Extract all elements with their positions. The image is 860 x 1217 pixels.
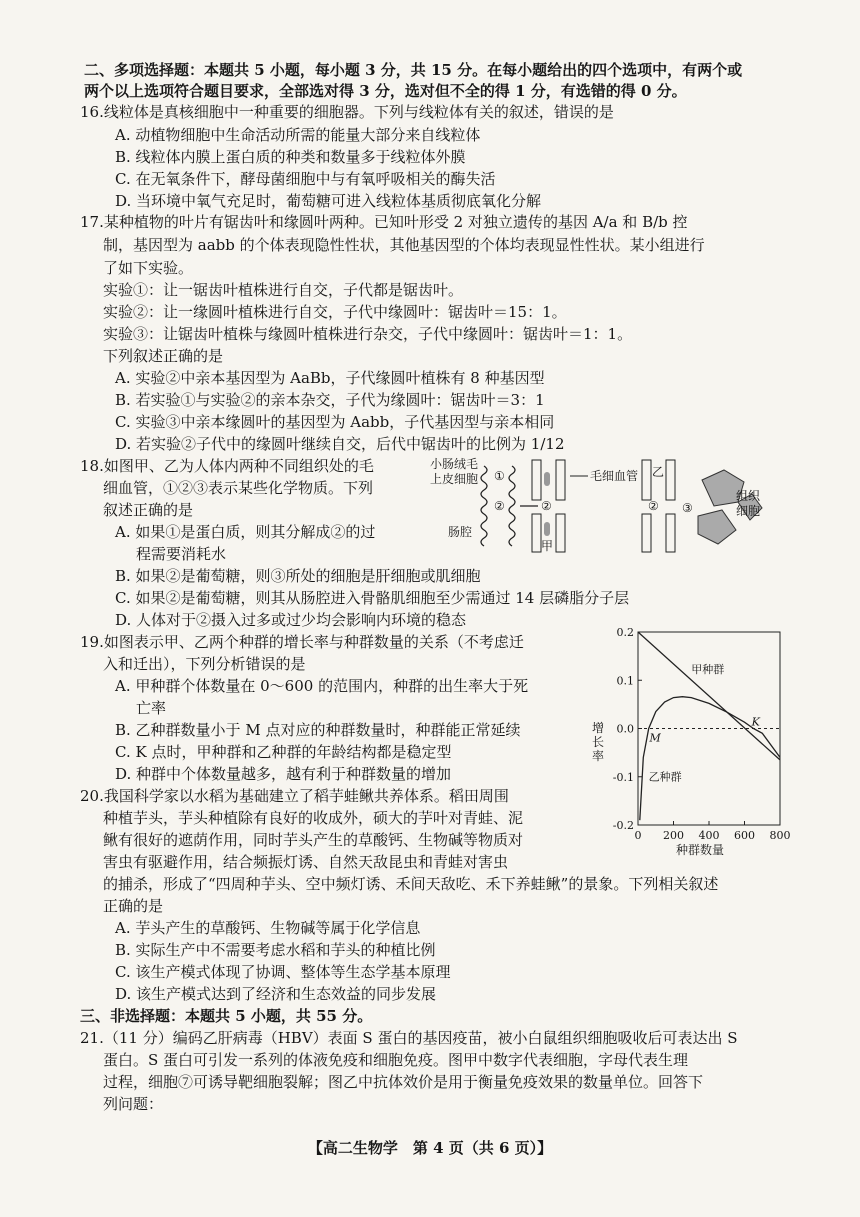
y-tick-label: 0.1 bbox=[616, 674, 634, 688]
q19-option-b: B. 乙种群数量小于 M 点对应的种群数量时，种群能正常延续 bbox=[115, 721, 521, 739]
y-tick-label: 0.2 bbox=[616, 626, 634, 639]
q17-stem-line3: 了如下实验。 bbox=[103, 259, 194, 277]
marker-2a: ② bbox=[494, 499, 505, 513]
section2-heading-line2: 两个以上选项符合题目要求，全部选对得 3 分，选对但不全的得 1 分，有选错的得 0 分。 bbox=[84, 82, 687, 100]
q20-stem-line6: 正确的是 bbox=[103, 897, 164, 915]
marker-3: ③ bbox=[682, 501, 693, 515]
capillary-jia-wall-4 bbox=[556, 514, 565, 552]
label-capillary: 毛细血管 bbox=[590, 469, 639, 483]
q18-option-b: B. 如果②是葡萄糖，则③所处的细胞是肝细胞或肌细胞 bbox=[115, 567, 481, 585]
q21-stem-line4: 列问题： bbox=[103, 1095, 164, 1113]
q20-stem-line5: 的捕杀，形成了“四周种芋头、空中频灯诱、禾间天敌吃、禾下养蛙鳅”的景象。下列相关叙述 bbox=[103, 875, 719, 893]
q16-option-a: A. 动植物细胞中生命活动所需的能量大部分来自线粒体 bbox=[115, 126, 481, 144]
q21-stem-line2: 蛋白。S 蛋白可引发一系列的体液免疫和细胞免疫。图甲中数字代表细胞，字母代表生理 bbox=[103, 1051, 689, 1069]
capillary-yi-wall-2 bbox=[666, 460, 675, 500]
label-tissue-1: 组织 bbox=[736, 489, 761, 503]
q19-stem-line2: 入和迁出），下列分析错误的是 bbox=[103, 655, 306, 673]
annotation-k: K bbox=[751, 715, 760, 729]
label-yi: 乙 bbox=[652, 465, 665, 479]
q20-stem-line1: 20.我国科学家以水稻为基础建立了稻芋蛙鳅共养体系。稻田周围 bbox=[80, 787, 509, 805]
x-tick-label: 200 bbox=[663, 829, 684, 842]
page-footer: 【高二生物学 第 4 页（共 6 页）】 bbox=[307, 1139, 553, 1157]
x-tick-label: 800 bbox=[769, 829, 791, 842]
q17-experiment1: 实验①：让一锯齿叶植株进行自交，子代都是锯齿叶。 bbox=[103, 281, 464, 299]
red-cell-2 bbox=[544, 522, 550, 536]
capillary-jia-wall-2 bbox=[556, 460, 565, 500]
q18-option-c: C. 如果②是葡萄糖，则其从肠腔进入骨骼肌细胞至少需通过 14 层磷脂分子层 bbox=[115, 589, 630, 607]
marker-2c: ② bbox=[648, 499, 659, 513]
section3-heading: 三、非选择题：本题共 5 小题，共 55 分。 bbox=[80, 1007, 373, 1025]
q17-experiment2: 实验②：让一缘圆叶植株进行自交，子代中缘圆叶：锯齿叶＝15：1。 bbox=[103, 303, 567, 321]
capillary-yi-wall-4 bbox=[666, 514, 675, 552]
q18-option-a-line2: 程需要消耗水 bbox=[136, 545, 227, 563]
q18-stem-line2: 细血管，①②③表示某些化学物质。下列 bbox=[103, 479, 374, 497]
q17-stem-line1: 17.某种植物的叶片有锯齿叶和缘圆叶两种。已知叶形受 2 对独立遗传的基因 A/a 和 B/b 控 bbox=[80, 213, 688, 231]
q20-stem-line4: 害虫有驱避作用，结合频振灯诱、自然天敌昆虫和青蛙对害虫 bbox=[103, 853, 509, 871]
x-tick-label: 600 bbox=[734, 829, 755, 842]
q19-option-d: D. 种群中个体数量越多，越有利于种群数量的增加 bbox=[115, 765, 452, 783]
growth-rate-chart bbox=[580, 620, 810, 860]
marker-2b: ② bbox=[541, 499, 552, 513]
q20-stem-line3: 鳅有很好的遮荫作用，同时芋头产生的草酸钙、生物碱等物质对 bbox=[103, 831, 524, 849]
q18-option-a-line1: A. 如果①是蛋白质，则其分解成②的过 bbox=[115, 523, 376, 541]
q16-option-d: D. 当环境中氧气充足时，葡萄糖可进入线粒体基质彻底氧化分解 bbox=[115, 192, 542, 210]
capillary-yi-wall-1 bbox=[642, 460, 651, 500]
label-intestine-cell-1: 小肠绒毛 bbox=[430, 457, 479, 471]
x-axis-label: 种群数量 bbox=[675, 843, 725, 857]
y-tick-label: -0.2 bbox=[612, 819, 634, 832]
q18-stem-line3: 叙述正确的是 bbox=[103, 501, 194, 519]
q18-stem-line1: 18.如图甲、乙为人体内两种不同组织处的毛 bbox=[80, 457, 374, 475]
series-yi-label: 乙种群 bbox=[648, 770, 682, 784]
marker-1: ① bbox=[494, 469, 505, 483]
q18-option-d: D. 人体对于②摄入过多或过少均会影响内环境的稳态 bbox=[115, 611, 467, 629]
y-tick-label: -0.1 bbox=[612, 770, 634, 784]
q16-stem: 16.线粒体是真核细胞中一种重要的细胞器。下列与线粒体有关的叙述，错误的是 bbox=[80, 103, 614, 121]
q21-stem-line1: 21.（11 分）编码乙肝病毒（HBV）表面 S 蛋白的基因疫苗，被小白鼠组织细胞吸收后可表达出 S bbox=[80, 1029, 738, 1047]
figure-capillaries bbox=[420, 452, 780, 564]
q16-option-b: B. 线粒体内膜上蛋白质的种类和数量多于线粒体外膜 bbox=[115, 148, 466, 166]
section2-heading-line1: 二、多项选择题：本题共 5 小题，每小题 3 分，共 15 分。在每小题给出的四个选项中，有两个或 bbox=[84, 61, 743, 79]
y-tick-label: 0.0 bbox=[616, 722, 634, 736]
label-jia: 甲 bbox=[541, 539, 554, 553]
q19-option-a-line1: A. 甲种群个体数量在 0～600 的范围内，种群的出生率大于死 bbox=[115, 677, 529, 695]
q17-option-d: D. 若实验②子代中的缘圆叶继续自交，后代中锯齿叶的比例为 1/12 bbox=[115, 435, 565, 453]
q17-experiment3: 实验③：让锯齿叶植株与缘圆叶植株进行杂交，子代中缘圆叶：锯齿叶＝1：1。 bbox=[103, 325, 633, 343]
annotation-m: M bbox=[649, 731, 661, 745]
q19-stem-line1: 19.如图表示甲、乙两个种群的增长率与种群数量的关系（不考虑迁 bbox=[80, 633, 524, 651]
q20-stem-line2: 种植芋头，芋头种植除有良好的收成外，硕大的芋叶对青蛙、泥 bbox=[103, 809, 524, 827]
epithelium-wave-right bbox=[509, 466, 515, 546]
epithelium-wave-left bbox=[481, 466, 487, 546]
q19-option-c: C. K 点时，甲种群和乙种群的年龄结构都是稳定型 bbox=[115, 743, 452, 761]
q19-option-a-line2: 亡率 bbox=[136, 699, 167, 717]
label-intestine-cell-2: 上皮细胞 bbox=[430, 472, 479, 486]
q17-stem-line2: 制，基因型为 aabb 的个体表现隐性性状，其他基因型的个体均表现显性性状。某小组进行 bbox=[103, 236, 705, 254]
q17-question: 下列叙述正确的是 bbox=[103, 347, 224, 365]
q17-option-c: C. 实验③中亲本缘圆叶的基因型为 Aabb，子代基因型与亲本相同 bbox=[115, 413, 555, 431]
q17-option-a: A. 实验②中亲本基因型为 AaBb，子代缘圆叶植株有 8 种基因型 bbox=[115, 369, 545, 387]
y-axis-label: 增长率 bbox=[592, 721, 605, 763]
label-lumen: 肠腔 bbox=[448, 525, 473, 539]
capillary-jia-wall-1 bbox=[532, 460, 541, 500]
series-jia-label: 甲种群 bbox=[691, 663, 725, 677]
label-tissue-2: 细胞 bbox=[736, 504, 761, 518]
q17-option-b: B. 若实验①与实验②的亲本杂交，子代为缘圆叶：锯齿叶＝3：1 bbox=[115, 391, 545, 409]
q16-option-c: C. 在无氧条件下，酵母菌细胞中与有氧呼吸相关的酶失活 bbox=[115, 170, 496, 188]
q20-option-a: A. 芋头产生的草酸钙、生物碱等属于化学信息 bbox=[115, 919, 421, 937]
x-tick-label: 0 bbox=[634, 829, 642, 842]
red-cell-1 bbox=[544, 472, 550, 486]
tissue-cell-2 bbox=[698, 510, 736, 544]
q20-option-b: B. 实际生产中不需要考虑水稻和芋头的种植比例 bbox=[115, 941, 436, 959]
q20-option-c: C. 该生产模式体现了协调、整体等生态学基本原理 bbox=[115, 963, 451, 981]
capillary-jia-wall-3 bbox=[532, 514, 541, 552]
q20-option-d: D. 该生产模式达到了经济和生态效益的同步发展 bbox=[115, 985, 437, 1003]
x-tick-label: 400 bbox=[698, 829, 720, 842]
q21-stem-line3: 过程，细胞⑦可诱导靶细胞裂解；图乙中抗体效价是用于衡量免疫效果的数量单位。回答下 bbox=[103, 1073, 704, 1091]
capillary-yi-wall-3 bbox=[642, 514, 651, 552]
